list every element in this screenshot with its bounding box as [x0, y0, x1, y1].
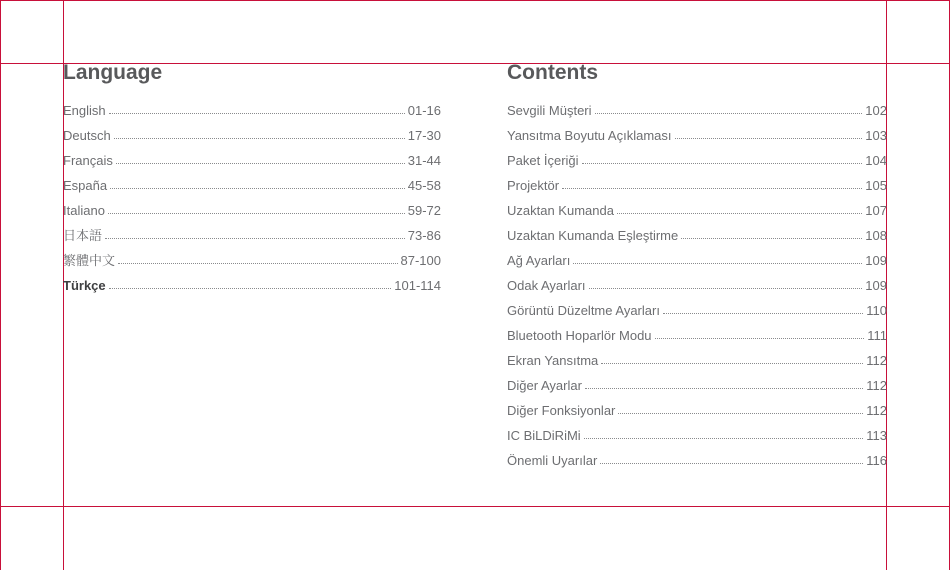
language-label: Français: [63, 153, 113, 168]
dot-leader: [600, 462, 863, 464]
guide-line-top-edge: [0, 0, 950, 1]
page-range: 73-86: [407, 228, 441, 243]
page-number: 112: [866, 378, 887, 393]
contents-label: Yansıtma Boyutu Açıklaması: [507, 128, 672, 143]
dot-leader: [108, 212, 405, 214]
guide-line-left-edge: [0, 0, 1, 570]
language-entry-traditional-chinese[interactable]: [63, 248, 441, 273]
language-entry-turkish[interactable]: [63, 273, 441, 298]
page-number: 104: [865, 153, 887, 168]
language-heading: Language: [63, 61, 163, 84]
contents-entry-bluetooth-hoparlor[interactable]: [507, 323, 887, 348]
page-number: 109: [865, 278, 887, 293]
language-label: 日本語: [63, 228, 103, 243]
page-number: 109: [865, 253, 887, 268]
contents-entry-odak-ayarlari[interactable]: [507, 273, 887, 298]
contents-entry-diger-ayarlar[interactable]: [507, 373, 887, 398]
contents-label: IC BiLDiRiMi: [507, 428, 581, 443]
page-range: 45-58: [407, 178, 441, 193]
dot-leader: [114, 137, 405, 139]
language-list: [63, 98, 441, 298]
contents-entry-ic-bildirimi[interactable]: [507, 423, 887, 448]
page-number: 113: [866, 428, 887, 443]
contents-label: Projektör: [507, 178, 560, 193]
contents-entry-diger-fonksiyonlar[interactable]: [507, 398, 887, 423]
contents-label: Önemli Uyarılar: [507, 453, 598, 468]
dot-leader: [562, 187, 862, 189]
page-range: 17-30: [407, 128, 441, 143]
language-entry-japanese[interactable]: [63, 223, 441, 248]
contents-entry-projektor[interactable]: [507, 173, 887, 198]
dot-leader: [109, 287, 392, 289]
contents-label: Ağ Ayarları: [507, 253, 571, 268]
language-section: [63, 58, 441, 298]
contents-section: [507, 58, 887, 473]
page-number: 107: [865, 203, 887, 218]
contents-label: Odak Ayarları: [507, 278, 586, 293]
contents-entry-paket-icerigi[interactable]: [507, 148, 887, 173]
language-label: Italiano: [63, 203, 105, 218]
contents-label: Ekran Yansıtma: [507, 353, 599, 368]
language-label: España: [63, 178, 108, 193]
dot-leader: [585, 387, 863, 389]
language-label: 繁體中文: [63, 253, 116, 268]
language-entry-english[interactable]: [63, 98, 441, 123]
language-entry-italiano[interactable]: [63, 198, 441, 223]
dot-leader: [573, 262, 862, 264]
page-number: 116: [866, 453, 887, 468]
contents-list: [507, 98, 887, 473]
dot-leader: [105, 237, 405, 239]
guide-line-bottom-margin: [0, 506, 950, 507]
dot-leader: [595, 112, 863, 114]
contents-entry-goruntu-duzeltme[interactable]: [507, 298, 887, 323]
page-number: 102: [865, 103, 887, 118]
page-number: 105: [865, 178, 887, 193]
page-range: 101-114: [394, 278, 441, 293]
dot-leader: [618, 412, 863, 414]
page-number: 112: [866, 403, 887, 418]
contents-label: Uzaktan Kumanda: [507, 203, 614, 218]
dot-leader: [655, 337, 865, 339]
dot-leader: [589, 287, 863, 289]
contents-entry-uzaktan-kumanda[interactable]: [507, 198, 887, 223]
dot-leader: [617, 212, 862, 214]
contents-label: Diğer Fonksiyonlar: [507, 403, 616, 418]
contents-entry-kumanda-eslestirme[interactable]: [507, 223, 887, 248]
page-range: 87-100: [400, 253, 441, 268]
contents-entry-ag-ayarlari[interactable]: [507, 248, 887, 273]
contents-heading: Contents: [507, 61, 598, 84]
dot-leader: [118, 262, 398, 264]
contents-label: Uzaktan Kumanda Eşleştirme: [507, 228, 679, 243]
page-number: 108: [865, 228, 887, 243]
contents-label: Sevgili Müşteri: [507, 103, 592, 118]
dot-leader: [584, 437, 864, 439]
page-range: 01-16: [407, 103, 441, 118]
language-entry-deutsch[interactable]: [63, 123, 441, 148]
dot-leader: [601, 362, 863, 364]
page-number: 111: [867, 328, 887, 343]
language-label: English: [63, 103, 106, 118]
contents-label: Bluetooth Hoparlör Modu: [507, 328, 652, 343]
dot-leader: [663, 312, 863, 314]
contents-entry-sevgili-musteri[interactable]: [507, 98, 887, 123]
dot-leader: [109, 112, 405, 114]
language-entry-francais[interactable]: [63, 148, 441, 173]
contents-entry-ekran-yansitma[interactable]: [507, 348, 887, 373]
contents-entry-onemli-uyarilar[interactable]: [507, 448, 887, 473]
language-label: Deutsch: [63, 128, 111, 143]
dot-leader: [116, 162, 405, 164]
contents-label: Diğer Ayarlar: [507, 378, 582, 393]
contents-label: Görüntü Düzeltme Ayarları: [507, 303, 660, 318]
dot-leader: [582, 162, 863, 164]
contents-entry-yansitma-boyutu[interactable]: [507, 123, 887, 148]
contents-label: Paket İçeriği: [507, 153, 579, 168]
dot-leader: [675, 137, 863, 139]
language-entry-espana[interactable]: [63, 173, 441, 198]
page-range: 59-72: [407, 203, 441, 218]
language-label: Türkçe: [63, 278, 106, 293]
dot-leader: [110, 187, 405, 189]
page-number: 103: [865, 128, 887, 143]
page-number: 110: [866, 303, 887, 318]
page-range: 31-44: [407, 153, 441, 168]
page-number: 112: [866, 353, 887, 368]
dot-leader: [681, 237, 862, 239]
